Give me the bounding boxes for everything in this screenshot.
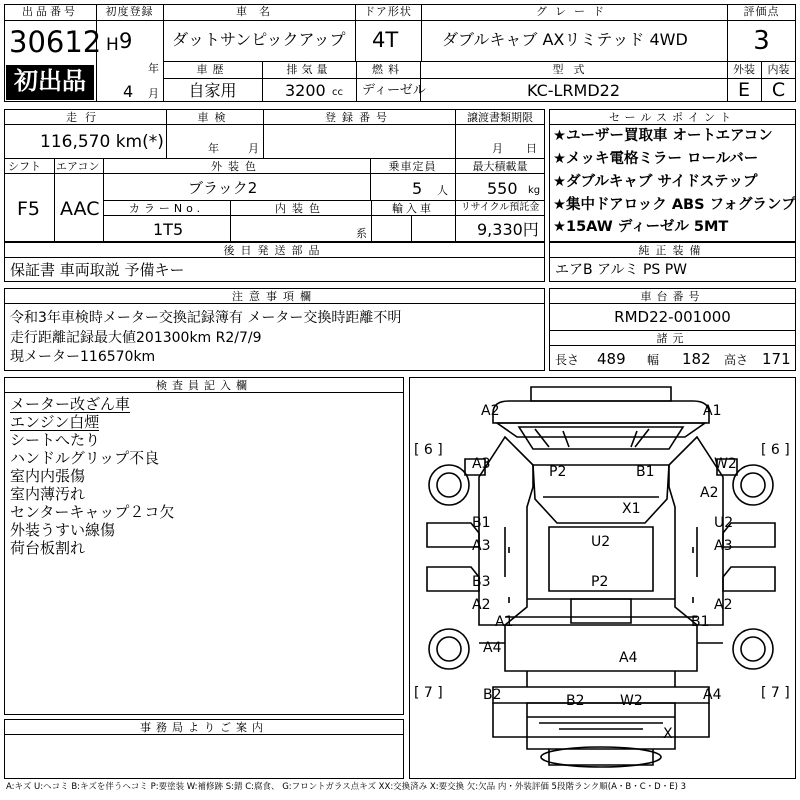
score: 3 [753,26,770,56]
width: 182 [682,350,711,368]
mark-rear-quarter-right: A4 [703,687,722,703]
colorno-label: カラーNo. [128,202,205,215]
shift-label: シフト [8,160,41,173]
exterior-label: 外装 [733,63,755,76]
equipment-value: エアB アルミ PS PW [555,262,688,278]
ac-label: エアコン [56,160,100,173]
mileage-label: 走行 [66,111,104,124]
mark-rail-left: A1 [495,614,514,630]
transfer-day-unit: 日 [526,142,537,155]
colorno: 1T5 [153,220,184,239]
legend-text: A:キズ U:ヘコミ B:キズを伴うヘコミ P:要塗装 W:補修跡 S:錆 C:腐食、 G:フロントガラス点キズ XX:交換済み X:要交換 欠:欠品 内・外装評価 5段階ランク順(A・B・C・D・E) 3 [6,782,687,792]
history: 自家用 [188,81,237,100]
capacity: 5 [412,179,423,198]
notes-title: 注意事項欄 [232,290,317,303]
mark-rear-left-2: A2 [472,597,491,613]
spec-title: 諸元 [656,332,689,345]
regnum-label: 登録番号 [325,111,393,124]
reg-month: 4 [123,82,134,101]
inspector-line-4: ハンドルグリップ不良 [10,449,160,467]
selling-point-5: ★15AW ディーゼル 5MT [553,219,729,235]
selling-point-4: ★集中ドアロック ABS フォグランプ [553,197,796,213]
intcolor-unit: 系 [356,227,367,240]
mark-door-left: B1 [472,515,491,531]
load-unit: kg [528,185,541,196]
ac: AAC [60,198,100,220]
notes-line-2: 走行距離記録最大値201300km R2/7/9 [10,330,262,346]
capacity-unit: 人 [437,184,448,197]
mark-rear-gate-left: B2 [566,693,585,709]
model-label: 車名 [236,5,282,18]
mark-rear-bumper: X [663,726,673,742]
mark-hood-center: P2 [549,464,567,480]
fuel: ディーゼル [362,83,426,98]
accessories-title: 後日発送部品 [223,244,326,257]
width-label: 幅 [647,353,660,367]
reg-era: H [106,35,119,55]
inspector-line-5: 室内内張傷 [10,467,86,485]
door-label: ドア形状 [364,5,412,18]
mark-door-right: U2 [714,515,734,531]
inspector-line-9: 荷台板割れ [10,539,86,557]
notes-line-3: 現メーター116570km [10,349,156,365]
interior-label: 内装 [767,63,790,76]
length-label: 長さ [555,353,580,367]
mark-box-7-right: [ 7 ] [761,685,790,701]
first-listing-text: 初出品 [14,67,86,95]
mark-roof-center: U2 [591,534,611,550]
model-name: ダットサンピックアップ [172,30,346,49]
exterior-grade: E [737,79,750,101]
door-type: 4T [372,28,399,52]
chassis-number: RMD22-001000 [614,308,731,326]
inspector-line-8: 外装うすい線傷 [10,521,116,539]
selling-point-2: ★メッキ電格ミラー ロールバー [553,151,759,167]
capacity-label: 乗車定員 [388,160,437,173]
height-label: 高さ [724,353,749,367]
mark-hood-right: B1 [636,464,655,480]
mark-tray-rear: A4 [619,650,638,666]
mark-roof: X1 [622,501,641,517]
score-label: 評価点 [743,5,780,18]
height: 171 [762,350,791,368]
reg-year: 9 [119,29,133,53]
displacement: 3200 [285,81,326,100]
inspector-line-1: メーター改ざん車 [10,395,131,413]
grade-label: グレード [536,5,612,18]
inspector-line-6: 室内薄汚れ [10,485,86,503]
history-label: 車歴 [196,63,229,76]
mark-door-left-2: A3 [472,538,491,554]
load-label: 最大積載量 [472,160,528,173]
mark-front-right: A1 [703,403,722,419]
fuel-label: 燃料 [372,63,404,76]
chassis-title: 車台番号 [640,290,705,303]
year-unit: 年 [148,62,159,75]
mark-fender-right: W2 [714,456,737,472]
intcolor-label: 内装色 [275,202,326,215]
month-unit: 月 [148,87,159,100]
spec-table [4,109,545,242]
inspection-label: 車検 [197,111,232,124]
mark-front-left: A2 [481,403,500,419]
mark-box-7-left: [ 7 ] [414,685,443,701]
selling-points-title: セールスポイント [608,111,736,124]
mark-door-right-2: A3 [714,538,733,554]
mark-rear-right: A2 [714,597,733,613]
insp-year-unit: 年 [208,142,219,155]
lot-label: 出品番号 [22,5,78,18]
transfer-label: 譲渡書類期限 [467,111,533,124]
inspector-line-3: シートへたり [10,431,101,449]
office-title: 事務局よりご案内 [140,721,268,734]
transfer-month-unit: 月 [492,142,503,155]
mark-quarter-left: A4 [483,640,502,656]
mark-rear-gate-right: W2 [620,693,643,709]
color: ブラック2 [188,179,258,197]
mark-box-6-left: [ 6 ] [414,442,443,458]
recycle-label: リサイクル預託金 [460,202,540,213]
type-label: 型式 [552,63,595,76]
inspector-line-2: エンジン白煙 [10,413,100,431]
shift: F5 [17,198,41,220]
mark-tray: P2 [591,574,609,590]
recycle: 9,330円 [477,220,539,239]
color-label: 外装色 [211,160,262,173]
import-label: 輸入車 [392,202,434,215]
mark-rail-right: B1 [691,614,710,630]
selling-point-3: ★ダブルキャブ サイドステップ [553,174,758,190]
selling-point-1: ★ユーザー買取車 オートエアコン [553,128,773,144]
insp-month-unit: 月 [248,142,259,155]
mark-rear-left: B3 [472,574,491,590]
reg-label: 初度登録 [105,5,154,18]
load: 550 [487,179,518,198]
mileage: 116,570 km(*) [40,132,164,152]
displacement-label: 排気量 [286,63,332,76]
mark-hood-left: A3 [472,456,491,472]
model-code: KC-LRMD22 [526,81,621,100]
accessories-value: 保証書 車両取説 予備キー [10,261,185,279]
mark-box-6-right: [ 6 ] [761,442,790,458]
displacement-unit: cc [332,87,343,98]
interior-grade: C [771,79,786,101]
inspector-title: 検査員記入欄 [156,379,252,392]
lot-number: 30612 [9,25,102,59]
notes-line-1: 令和3年車検時メーター交換記録簿有 メーター交換時距離不明 [10,310,402,326]
mark-rear-quarter-left: B2 [483,687,502,703]
grade: ダブルキャブ AXリミテッド 4WD [442,30,688,49]
length: 489 [597,350,626,368]
equipment-title: 純正装備 [638,244,707,257]
mark-side-right-front: A2 [700,485,719,501]
inspector-line-7: センターキャップ２コ欠 [10,503,175,521]
